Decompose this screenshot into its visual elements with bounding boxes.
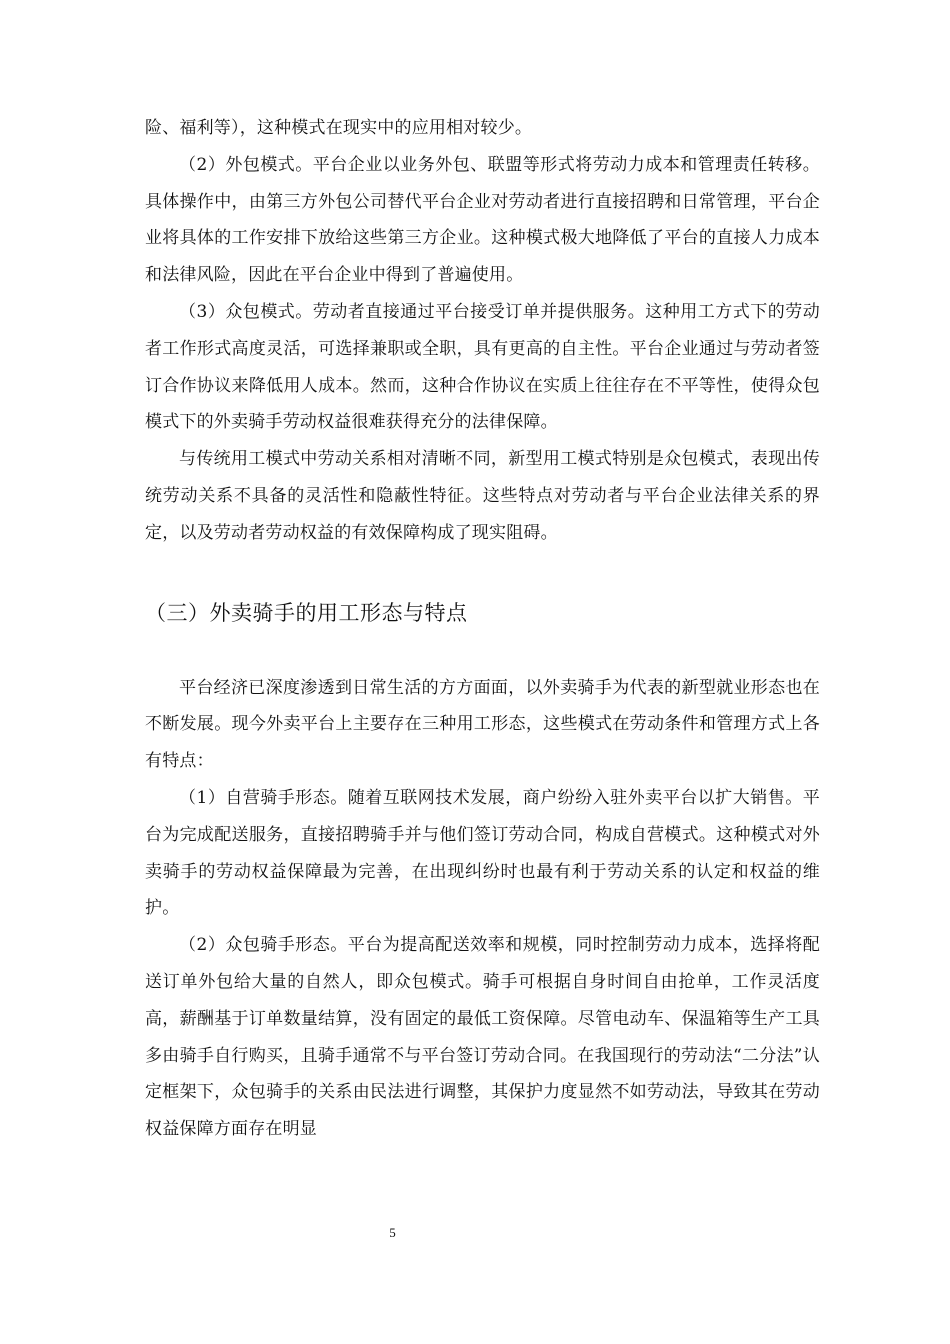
paragraph: 险、福利等），这种模式在现实中的应用相对较少。: [145, 118, 533, 138]
section-heading: （三）外卖骑手的用工形态与特点: [145, 600, 468, 625]
paragraph: （2）众包骑手形态。平台为提高配送效率和规模，同时控制劳动力成本，选择将配送订单外包给大量的自然人，即众包模式。骑手可根据自身时间自由抢单，工作灵活度高，薪酬基于订单数量结算，没有固定的最低工资保障。尽管电动车、保温箱等生产工具多由骑手自行购买，且骑手通常不与平台签订劳动合同。在我国现行的劳动法“二分法”认定框架下，众包骑手的关系由民法进行调整，其保护力度显然不如劳动法，导致其在劳动权益保障方面存在明显: [145, 935, 820, 1140]
paragraph: （3）众包模式。劳动者直接通过平台接受订单并提供服务。这种用工方式下的劳动者工作形式高度灵活，可选择兼职或全职，具有更高的自主性。平台企业通过与劳动者签订合作协议来降低用人成本。然而，这种合作协议在实质上往往存在不平等性，使得众包模式下的外卖骑手劳动权益很难获得充分的法律保障。: [145, 301, 820, 433]
paragraph: （1）自营骑手形态。随着互联网技术发展，商户纷纷入驻外卖平台以扩大销售。平台为完成配送服务，直接招聘骑手并与他们签订劳动合同，构成自营模式。这种模式对外卖骑手的劳动权益保障最为完善，在出现纠纷时也最有利于劳动关系的认定和权益的维护。: [145, 787, 820, 919]
paragraph: 平台经济已深度渗透到日常生活的方方面面，以外卖骑手为代表的新型就业形态也在不断发展。现今外卖平台上主要存在三种用工形态，这些模式在劳动条件和管理方式上各有特点：: [145, 677, 820, 772]
paragraph: （2）外包模式。平台企业以业务外包、联盟等形式将劳动力成本和管理责任转移。具体操作中，由第三方外包公司替代平台企业对劳动者进行直接招聘和日常管理，平台企业将具体的工作安排下放给这些第三方企业。这种模式极大地降低了平台的直接人力成本和法律风险，因此在平台企业中得到了普遍使用。: [145, 154, 820, 286]
paragraph: 与传统用工模式中劳动关系相对清晰不同，新型用工模式特别是众包模式，表现出传统劳动关系不具备的灵活性和隐蔽性特征。这些特点对劳动者与平台企业法律关系的界定，以及劳动者劳动权益的有效保障构成了现实阻碍。: [145, 449, 820, 543]
document-page: [145, 110, 820, 1148]
page-number: 5: [389, 1225, 396, 1240]
